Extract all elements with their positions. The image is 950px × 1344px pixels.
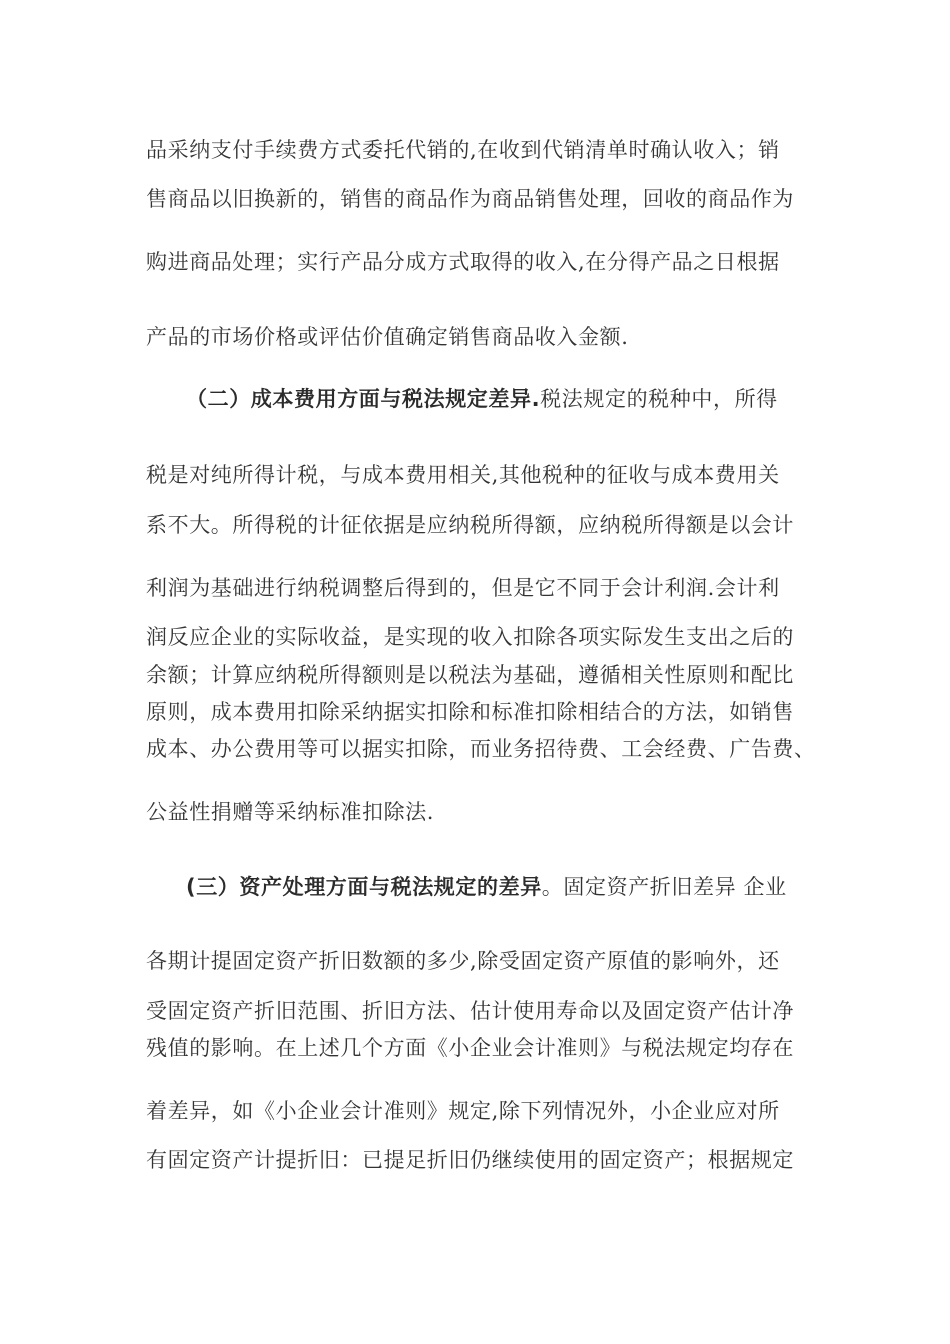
paragraph-line: 品采纳支付手续费方式委托代销的,在收到代销清单时确认收入；销 <box>146 138 780 162</box>
paragraph-line: 着差异，如《小企业会计准则》规定,除下列情况外，小企业应对所 <box>146 1099 780 1123</box>
paragraph-line: 原则，成本费用扣除采纳据实扣除和标准扣除相结合的方法，如销售 <box>146 700 794 724</box>
paragraph-line: 系不大。所得税的计征依据是应纳税所得额，应纳税所得额是以会计 <box>146 513 794 537</box>
paragraph-line: 有固定资产计提折旧：已提足折旧仍继续使用的固定资产；根据规定 <box>146 1148 794 1172</box>
paragraph-line: 利润为基础进行纳税调整后得到的，但是它不同于会计利润.会计利 <box>146 576 780 600</box>
paragraph-line: 产品的市场价格或评估价值确定销售商品收入金额. <box>146 325 629 349</box>
section-heading-3-title: (三）资产处理方面与税法规定的差异 <box>186 875 542 899</box>
paragraph-line: 余额；计算应纳税所得额则是以税法为基础，遵循相关性原则和配比 <box>146 663 794 687</box>
paragraph-line: 受固定资产折旧范围、折旧方法、估计使用寿命以及固定资产估计净 <box>146 999 794 1023</box>
paragraph-line: 各期计提固定资产折旧数额的多少,除受固定资产原值的影响外，还 <box>146 949 780 973</box>
section-heading-2 <box>186 385 778 413</box>
section-heading-2-text: 税法规定的税种中，所得 <box>540 387 778 411</box>
paragraph-line: 税是对纯所得计税，与成本费用相关,其他税种的征收与成本费用关 <box>146 463 780 487</box>
section-heading-2-title: （二）成本费用方面与税法规定差异. <box>186 387 541 411</box>
paragraph-line: 售商品以旧换新的，销售的商品作为商品销售处理，回收的商品作为 <box>146 187 794 211</box>
paragraph-line: 公益性捐赠等采纳标准扣除法. <box>146 800 435 824</box>
paragraph-line: 残值的影响。在上述几个方面《小企业会计准则》与税法规定均存在 <box>146 1036 794 1060</box>
paragraph-line: 润反应企业的实际收益，是实现的收入扣除各项实际发生支出之后的 <box>146 625 794 649</box>
section-heading-3 <box>186 873 787 901</box>
section-heading-3-text: 。固定资产折旧差异 企业 <box>541 875 787 899</box>
paragraph-line: 成本、办公费用等可以据实扣除，而业务招待费、工会经费、广告费、 <box>146 737 816 761</box>
paragraph-line: 购进商品处理；实行产品分成方式取得的收入,在分得产品之日根据 <box>146 250 780 274</box>
